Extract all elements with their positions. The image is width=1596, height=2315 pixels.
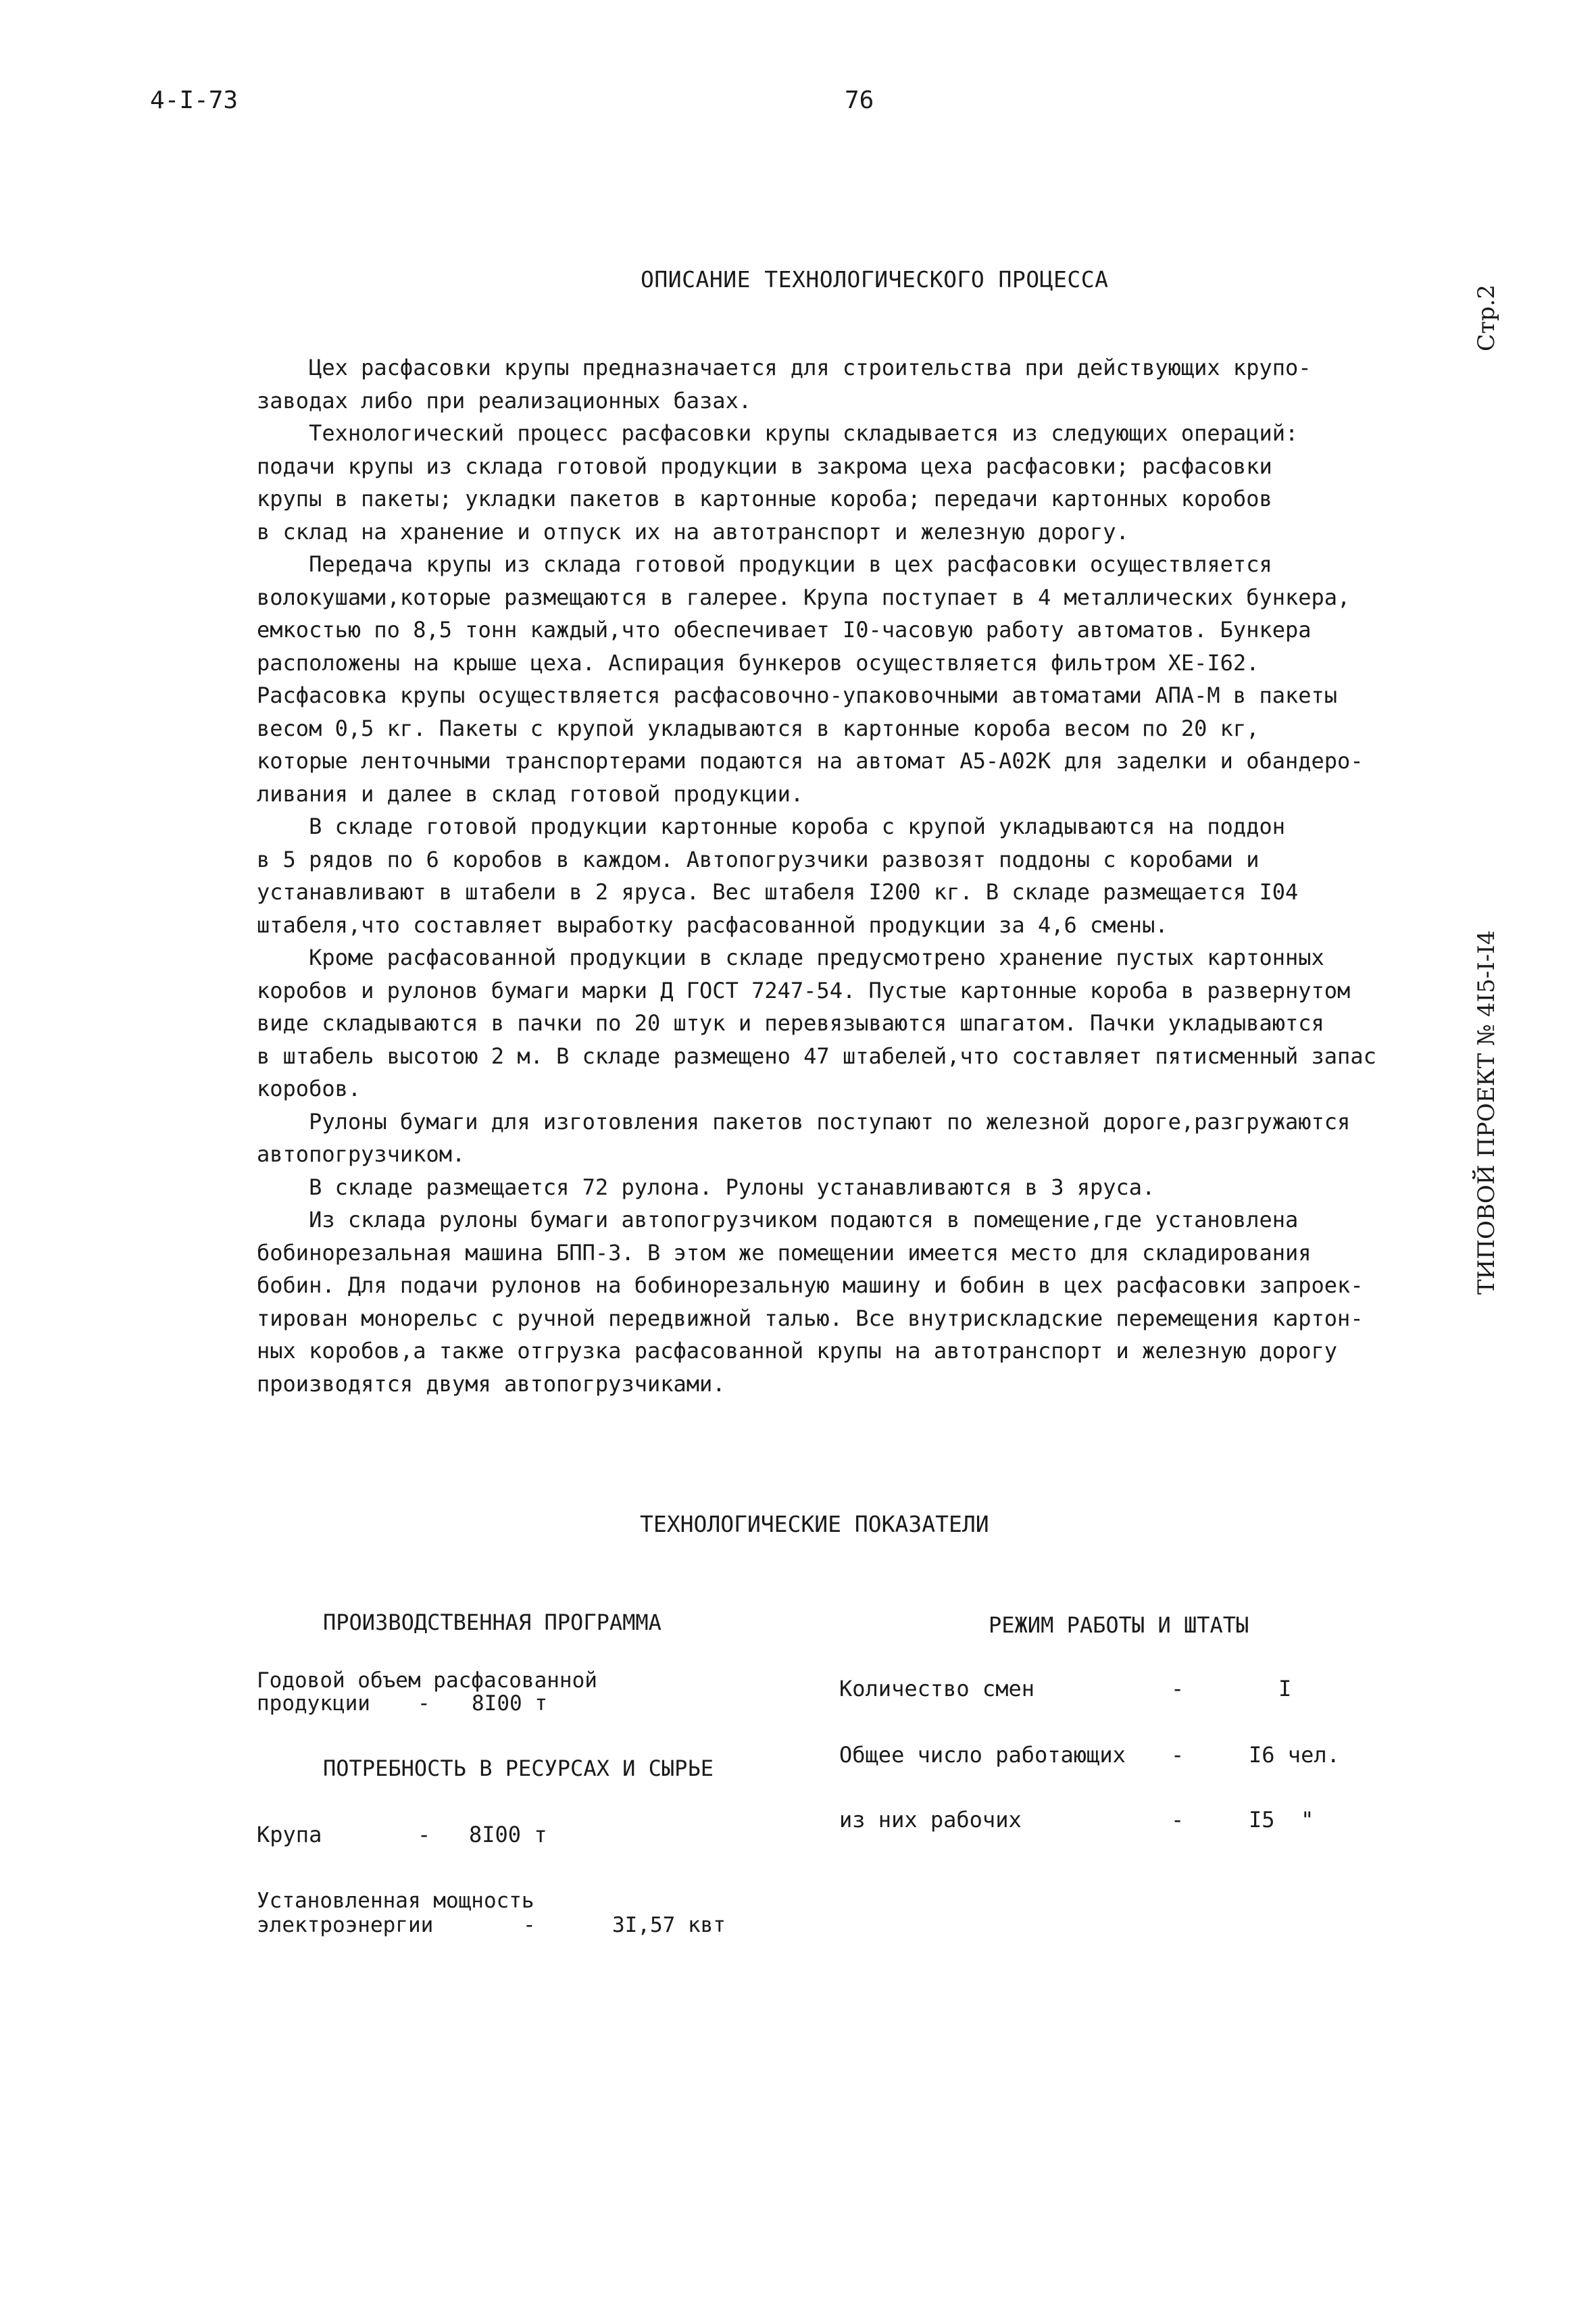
document-code: 4-I-73: [150, 86, 239, 114]
text-line: крупы в пакеты; укладки пакетов в картонные короба; передачи картонных коробов: [257, 486, 1272, 512]
text-line: Кроме расфасованной продукции в складе предусмотрено хранение пустых картонных: [257, 945, 1324, 970]
staff-heading: РЕЖИМ РАБОТЫ И ШТАТЫ: [989, 1612, 1249, 1638]
text-line: в штабель высотою 2 м. В складе размещено 47 штабелей,что составляет пятисменный запас: [257, 1043, 1376, 1069]
text-line: заводах либо при реализационных базах.: [257, 387, 752, 414]
text-line: Из склада рулоны бумаги автопогрузчиком подаются в помещение,где установлена: [257, 1207, 1299, 1233]
shifts-dash: -: [1171, 1676, 1184, 1701]
workers-label: из них рабочих: [839, 1807, 1022, 1833]
description-title: ОПИСАНИЕ ТЕХНОЛОГИЧЕСКОГО ПРОЦЕССА: [641, 266, 1109, 293]
workers-value: I5 ": [1249, 1807, 1314, 1833]
workers-dash: -: [1171, 1807, 1184, 1833]
resources-heading: ПОТРЕБНОСТЬ В РЕСУРСАХ И СЫРЬЕ: [323, 1756, 714, 1781]
workers-total-value: I6 чел.: [1249, 1742, 1340, 1768]
text-line: В складе размещается 72 рулона. Рулоны устанавливаются в 3 яруса.: [257, 1174, 1155, 1200]
text-line: Передача крупы из склада готовой продукции в цех расфасовки осуществляется: [257, 551, 1272, 577]
text-line: автопогрузчиком.: [257, 1141, 466, 1167]
text-line: коробов.: [257, 1076, 361, 1101]
sheet-label: Стр.2: [1473, 284, 1500, 351]
grain-label: Крупа: [257, 1822, 322, 1847]
grain-value: 8I00 т: [469, 1822, 547, 1847]
text-line: емкостью по 8,5 тонн каждый,что обеспечивает I0-часовую работу автоматов. Бункера: [257, 617, 1312, 643]
text-line: бобин. Для подачи рулонов на бобинорезальную машину и бобин в цех расфасовки запроек-: [257, 1272, 1364, 1298]
description-body: [257, 351, 1376, 1400]
text-line: тирован монорельс с ручной передвижной талью. Все внутрискладские перемещения картон-: [257, 1305, 1364, 1331]
text-line: Рулоны бумаги для изготовления пакетов поступают по железной дороге,разгружаются: [257, 1108, 1351, 1135]
text-line: волокушами,которые размещаются в галерее. Крупа поступает в 4 металлических бункера,: [257, 584, 1351, 610]
text-line: расположены на крыше цеха. Аспирация бункеров осуществляется фильтром ХЕ-I62.: [257, 649, 1260, 676]
workers-total-label: Общее число работающих: [839, 1742, 1126, 1768]
text-line: ливания и далее в склад готовой продукции.: [257, 780, 804, 807]
text-line: весом 0,5 кг. Пакеты с крупой укладываются в картонные короба весом по 20 кг,: [257, 715, 1260, 741]
text-line: в склад на хранение и отпуск их на автотранспорт и железную дорогу.: [257, 518, 1129, 545]
text-line: ных коробов,а также отгрузка расфасованной крупы на автотранспорт и железную дорогу: [257, 1338, 1338, 1364]
project-label: ТИПОВОЙ ПРОЕКТ № 4I5-I-I4: [1473, 930, 1500, 1295]
annual-dash: -: [418, 1691, 430, 1716]
text-line: производятся двумя автопогрузчиками.: [257, 1370, 726, 1397]
power-label-2: электроэнергии: [257, 1913, 434, 1937]
text-line: подачи крупы из склада готовой продукции в закрома цеха расфасовки; расфасовки: [257, 453, 1272, 479]
indicators-title: ТЕХНОЛОГИЧЕСКИЕ ПОКАЗАТЕЛИ: [640, 1511, 989, 1537]
text-line: устанавливают в штабели в 2 яруса. Вес штабеля I200 кг. В складе размещается I04: [257, 879, 1299, 905]
text-line: которые ленточными транспортерами подаются на автомат А5-А02К для заделки и обандеро-: [257, 748, 1364, 774]
text-line: Расфасовка крупы осуществляется расфасовочно-упаковочными автоматами АПА-М в пакеты: [257, 682, 1338, 708]
text-line: Технологический процесс расфасовки крупы складывается из следующих операций:: [257, 420, 1299, 446]
grain-dash: -: [418, 1822, 431, 1847]
text-line: В складе готовой продукции картонные короба с крупой укладываются на поддон: [257, 814, 1285, 839]
page-number: 76: [845, 86, 874, 114]
text-line: штабеля,что составляет выработку расфасованной продукции за 4,6 смены.: [257, 912, 1168, 938]
text-line: бобинорезальная машина БПП-3. В этом же помещении имеется место для складирования: [257, 1239, 1312, 1266]
power-dash: -: [523, 1913, 536, 1937]
program-heading: ПРОИЗВОДСТВЕННАЯ ПРОГРАММА: [323, 1610, 662, 1635]
annual-label-2: продукции: [257, 1691, 370, 1716]
power-label-1: Установленная мощность: [257, 1889, 534, 1913]
workers-total-dash: -: [1171, 1742, 1184, 1768]
shifts-value: I: [1278, 1676, 1292, 1701]
shifts-label: Количество смен: [839, 1676, 1034, 1701]
text-line: виде складываются в пачки по 20 штук и перевязываются шпагатом. Пачки укладываются: [257, 1010, 1324, 1036]
text-line: в 5 рядов по 6 коробов в каждом. Автопогрузчики развозят поддоны с коробами и: [257, 846, 1260, 872]
text-line: Цех расфасовки крупы предназначается для строительства при действующих крупо-: [257, 355, 1312, 380]
power-value: 3I,57 квт: [612, 1913, 726, 1937]
annual-value: 8I00 т: [472, 1691, 547, 1716]
text-line: коробов и рулонов бумаги марки Д ГОСТ 7247-54. Пустые картонные короба в развернутом: [257, 977, 1351, 1003]
annual-label-1: Годовой объем расфасованной: [257, 1668, 597, 1693]
